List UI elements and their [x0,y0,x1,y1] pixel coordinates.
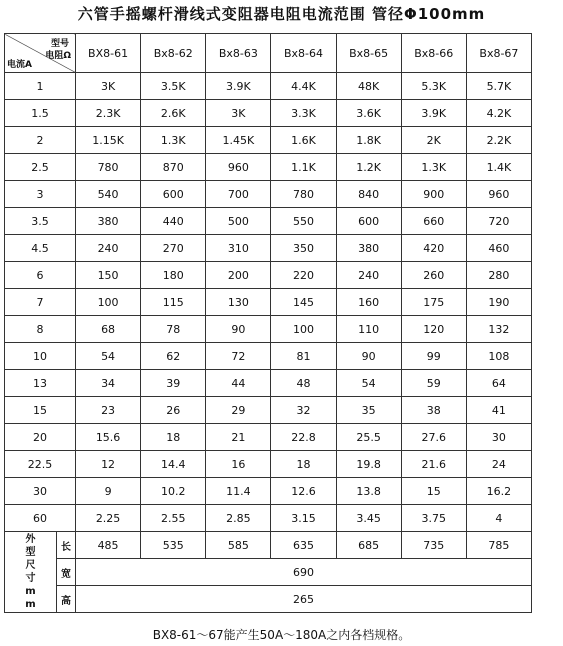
resistance-cell: 960 [206,154,271,181]
current-cell: 3 [5,181,76,208]
length-cell: 485 [76,532,141,559]
resistance-cell: 64 [466,370,531,397]
resistance-cell: 35 [336,397,401,424]
resistance-cell: 78 [141,316,206,343]
resistance-cell: 175 [401,289,466,316]
current-cell: 1 [5,73,76,100]
height-value: 265 [76,586,532,613]
resistance-cell: 23 [76,397,141,424]
resistance-cell: 38 [401,397,466,424]
resistance-cell: 62 [141,343,206,370]
resistance-cell: 48 [271,370,336,397]
resistance-cell: 72 [206,343,271,370]
width-label: 宽 [57,559,76,586]
footnote: BX8-61～67能产生50A～180A之内各档规格。 [152,628,411,642]
resistance-cell: 1.1K [271,154,336,181]
resistance-cell: 260 [401,262,466,289]
resistance-cell: 660 [401,208,466,235]
resistance-cell: 270 [141,235,206,262]
resistance-cell: 90 [336,343,401,370]
resistance-cell: 600 [141,181,206,208]
table-row [5,154,532,181]
resistance-cell: 1.3K [401,154,466,181]
resistance-cell: 280 [466,262,531,289]
table-row [5,208,532,235]
dimension-row-height [5,586,532,613]
resistance-cell: 44 [206,370,271,397]
resistance-cell: 3.9K [206,73,271,100]
length-cell: 685 [336,532,401,559]
resistance-cell: 2.25 [76,505,141,532]
resistance-cell: 3.75 [401,505,466,532]
resistance-cell: 25.5 [336,424,401,451]
resistance-cell: 21 [206,424,271,451]
resistance-cell: 1.4K [466,154,531,181]
current-cell: 3.5 [5,208,76,235]
resistance-cell: 34 [76,370,141,397]
current-cell: 4.5 [5,235,76,262]
model-header: Bx8-62 [141,34,206,73]
resistance-cell: 108 [466,343,531,370]
resistance-cell: 41 [466,397,531,424]
resistance-cell: 1.45K [206,127,271,154]
resistance-cell: 1.8K [336,127,401,154]
resistance-cell: 2.2K [466,127,531,154]
resistance-cell: 240 [76,235,141,262]
length-cell: 635 [271,532,336,559]
resistance-cell: 21.6 [401,451,466,478]
resistance-cell: 2.6K [141,100,206,127]
table-row [5,100,532,127]
resistance-cell: 81 [271,343,336,370]
resistance-cell: 18 [141,424,206,451]
model-header: Bx8-63 [206,34,271,73]
resistance-cell: 720 [466,208,531,235]
dimension-section-label [5,532,57,613]
table-row [5,424,532,451]
resistance-cell: 870 [141,154,206,181]
resistance-table [4,33,532,613]
resistance-cell: 54 [76,343,141,370]
table-row [5,343,532,370]
length-cell: 785 [466,532,531,559]
resistance-cell: 5.7K [466,73,531,100]
resistance-axis-label: 电阻Ω [45,51,71,61]
table-row [5,451,532,478]
table-row [5,478,532,505]
resistance-cell: 540 [76,181,141,208]
resistance-cell: 190 [466,289,531,316]
resistance-cell: 180 [141,262,206,289]
current-cell: 1.5 [5,100,76,127]
resistance-cell: 2.85 [206,505,271,532]
resistance-cell: 16 [206,451,271,478]
resistance-cell: 420 [401,235,466,262]
current-cell: 6 [5,262,76,289]
resistance-cell: 2K [401,127,466,154]
resistance-cell: 3.45 [336,505,401,532]
resistance-cell: 54 [336,370,401,397]
table-row [5,397,532,424]
table-row [5,316,532,343]
resistance-cell: 3.15 [271,505,336,532]
width-value: 690 [76,559,532,586]
resistance-cell: 22.8 [271,424,336,451]
resistance-cell: 5.3K [401,73,466,100]
resistance-cell: 1.2K [336,154,401,181]
resistance-cell: 960 [466,181,531,208]
table-row [5,181,532,208]
resistance-cell: 68 [76,316,141,343]
resistance-cell: 380 [76,208,141,235]
model-header: Bx8-65 [336,34,401,73]
current-axis-label: 电流A [7,60,32,70]
resistance-cell: 59 [401,370,466,397]
resistance-cell: 200 [206,262,271,289]
model-axis-label: 型号 [50,39,69,49]
length-cell: 535 [141,532,206,559]
model-header: Bx8-66 [401,34,466,73]
resistance-cell: 1.3K [141,127,206,154]
resistance-cell: 600 [336,208,401,235]
current-cell: 7 [5,289,76,316]
resistance-cell: 32 [271,397,336,424]
resistance-cell: 4 [466,505,531,532]
current-cell: 2 [5,127,76,154]
corner-header-cell [5,34,76,73]
resistance-cell: 130 [206,289,271,316]
resistance-cell: 27.6 [401,424,466,451]
resistance-cell: 3.5K [141,73,206,100]
length-cell: 735 [401,532,466,559]
resistance-cell: 9 [76,478,141,505]
resistance-cell: 460 [466,235,531,262]
resistance-cell: 500 [206,208,271,235]
resistance-cell: 2.55 [141,505,206,532]
resistance-cell: 840 [336,181,401,208]
resistance-cell: 18 [271,451,336,478]
resistance-cell: 150 [76,262,141,289]
table-row [5,235,532,262]
resistance-cell: 12.6 [271,478,336,505]
resistance-cell: 12 [76,451,141,478]
resistance-cell: 3.9K [401,100,466,127]
current-cell: 20 [5,424,76,451]
resistance-cell: 2.3K [76,100,141,127]
resistance-cell: 900 [401,181,466,208]
resistance-cell: 16.2 [466,478,531,505]
model-header: BX8-61 [76,34,141,73]
table-row [5,370,532,397]
current-cell: 60 [5,505,76,532]
resistance-cell: 700 [206,181,271,208]
resistance-cell: 30 [466,424,531,451]
current-cell: 10 [5,343,76,370]
dimension-section-text: 外型尺寸mm [25,534,36,610]
current-cell: 2.5 [5,154,76,181]
resistance-cell: 13.8 [336,478,401,505]
resistance-cell: 90 [206,316,271,343]
resistance-cell: 24 [466,451,531,478]
current-cell: 15 [5,397,76,424]
resistance-cell: 15 [401,478,466,505]
resistance-cell: 3.6K [336,100,401,127]
length-cell: 585 [206,532,271,559]
resistance-cell: 220 [271,262,336,289]
resistance-cell: 14.4 [141,451,206,478]
model-header: Bx8-67 [466,34,531,73]
resistance-cell: 3.3K [271,100,336,127]
resistance-cell: 26 [141,397,206,424]
resistance-cell: 145 [271,289,336,316]
resistance-cell: 350 [271,235,336,262]
length-label: 长 [57,532,76,559]
resistance-cell: 780 [271,181,336,208]
resistance-cell: 115 [141,289,206,316]
resistance-cell: 240 [336,262,401,289]
resistance-cell: 11.4 [206,478,271,505]
resistance-cell: 120 [401,316,466,343]
resistance-cell: 3K [76,73,141,100]
table-row [5,73,532,100]
resistance-cell: 380 [336,235,401,262]
table-row [5,289,532,316]
dimension-row-length [5,532,532,559]
resistance-cell: 550 [271,208,336,235]
resistance-cell: 15.6 [76,424,141,451]
resistance-cell: 440 [141,208,206,235]
resistance-cell: 132 [466,316,531,343]
resistance-cell: 3K [206,100,271,127]
resistance-cell: 780 [76,154,141,181]
table-row [5,262,532,289]
resistance-cell: 4.2K [466,100,531,127]
page-title: 六管手摇螺杆滑线式变阻器电阻电流范围 管径Φ100mm [77,5,486,23]
resistance-cell: 99 [401,343,466,370]
resistance-cell: 110 [336,316,401,343]
resistance-cell: 310 [206,235,271,262]
resistance-cell: 48K [336,73,401,100]
resistance-cell: 39 [141,370,206,397]
table-row [5,127,532,154]
resistance-cell: 160 [336,289,401,316]
model-header: Bx8-64 [271,34,336,73]
current-cell: 30 [5,478,76,505]
resistance-cell: 100 [76,289,141,316]
resistance-cell: 4.4K [271,73,336,100]
resistance-cell: 1.6K [271,127,336,154]
dimension-row-width [5,559,532,586]
resistance-cell: 19.8 [336,451,401,478]
resistance-cell: 29 [206,397,271,424]
resistance-cell: 1.15K [76,127,141,154]
table-row [5,505,532,532]
current-cell: 13 [5,370,76,397]
height-label: 高 [57,586,76,613]
current-cell: 22.5 [5,451,76,478]
current-cell: 8 [5,316,76,343]
header-row [5,34,532,73]
resistance-cell: 100 [271,316,336,343]
resistance-cell: 10.2 [141,478,206,505]
